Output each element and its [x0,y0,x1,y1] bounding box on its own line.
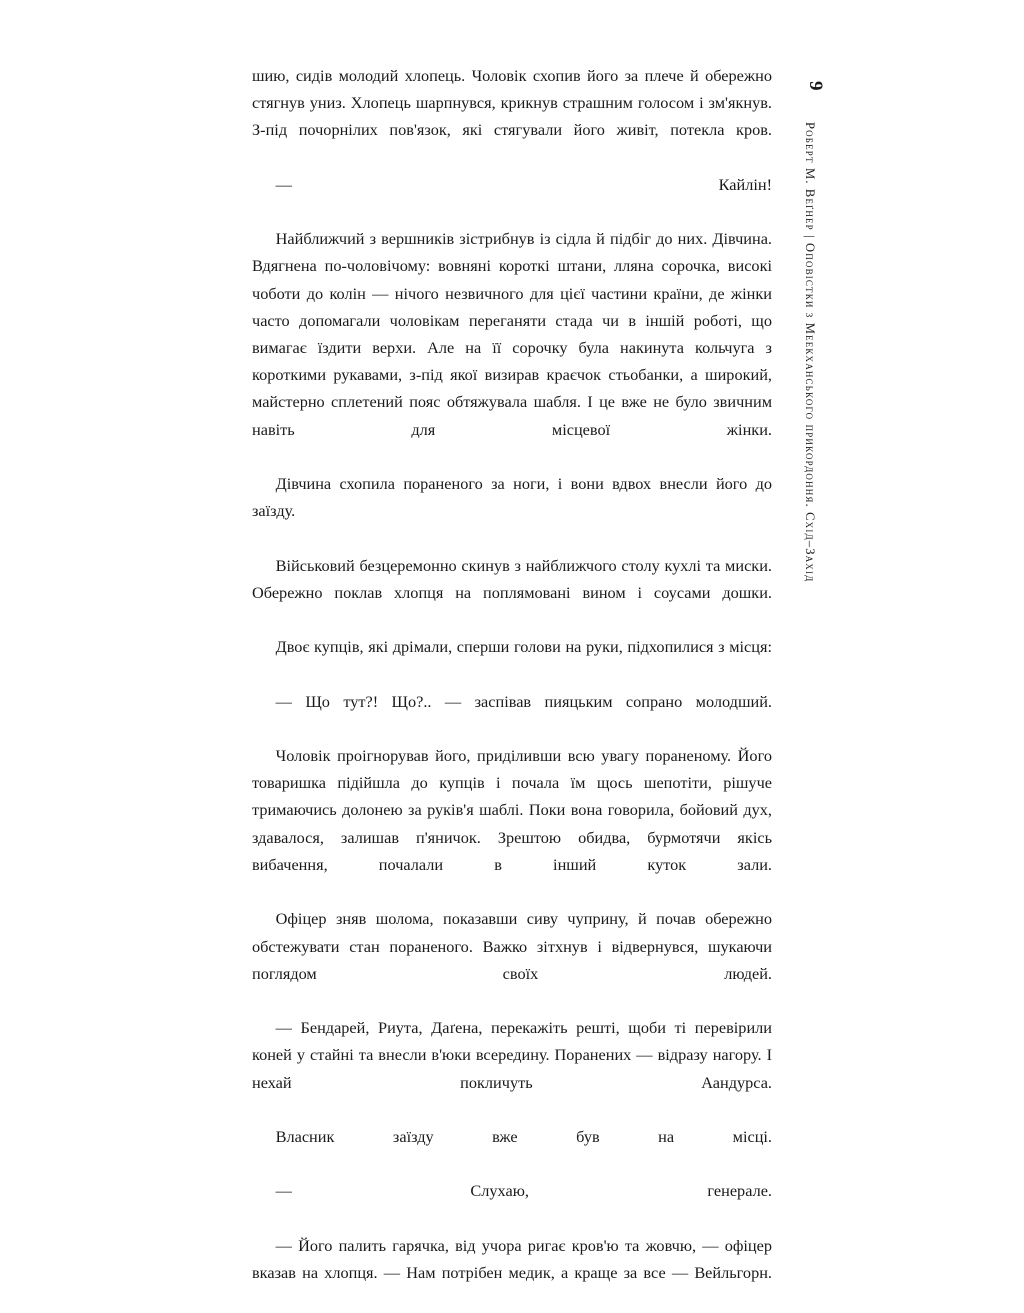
paragraph: Двоє купців, які дрімали, сперши голови на руки, підхопилися з місця: [275,637,772,657]
paragraph: — Його палить гарячка, від учора ригає кров'ю та жовчю, — офіцер вказав на хлопця. — Нам потрібен медик, а краще за все — Вейльгорн. [252,1235,772,1282]
paragraph: — Що тут?! Що?.. — заспівав пияцьким сопрано молодший. [275,691,772,711]
page-margin-header [786,66,826,706]
paragraph: Дівчина схопила пораненого за ноги, і вони вдвох внесли його до заїзду. [252,474,772,521]
paragraph: Офіцер зняв шолома, показавши сиву чуприну, й почав обережно обстежувати стан пораненого. Важко зітхнув і відвернувся, шукаючи поглядом своїх людей. [252,909,772,983]
paragraph: Військовий безцеремонно скинув з найближчого столу кухлі та миски. Обережно поклав хлопця на поплямовані вином і соусами дошки. [252,555,772,602]
paragraph: Чоловік проігнорував його, приділивши всю увагу пораненому. Його товаришка підійшла до купців і почала їм щось шепотіти, рішуче тримаючись долонею за руків'я шаблі. Поки вона говорила, бойовий дух, здавалося, залишав п'яничок. Зрештою обидва, бурмотячи якісь вибачення, почалали в інший куток зали. [252,746,772,874]
paragraph: Власник заїзду вже був на місці. [275,1126,772,1146]
body-text-column [252,62,772,1313]
paragraph: — Кайлін! [275,174,772,194]
running-head: Роберт М. Веґнер | Оповістки з Меекханського прикордоння. Схід–Захід [803,122,817,583]
paragraph: шию, сидів молодий хлопець. Чоловік схопив його за плече й обережно стягнув униз. Хлопець шарпнувся, крикнув страшним голосом і зм'якнув. З-під почорнілих пов'язок, які стягували його живіт, потекла кров. [252,66,772,140]
paragraph: — Слухаю, генерале. [275,1181,772,1201]
paragraph: Найближчий з вершників зістрибнув із сідла й підбіг до них. Дівчина. Вдягнена по-чоловічому: вовняні короткі штани, лляна сорочка, високі чоботи до колін — нічого незвичного для цієї частини країни, де жінки часто допомагали чоловікам переганяти стада чи в іншій роботі, що вимагає їздити верхи. Але на її сорочку була накинута кольчуга з короткими рукавами, з-під якої визирав краєчок стьобанки, а широкий, майстерно сплетений пояс обтяжувала шабля. І це вже не було звичним навіть для місцевої жінки. [252,229,772,439]
paragraph: — Бендарей, Риута, Даґена, перекажіть решті, щоби ті перевірили коней у стайні та внесли в'юки всередину. Поранених — відразу нагору. І нехай покличуть Аандурса. [252,1018,772,1092]
page-number: 9 [805,81,826,91]
